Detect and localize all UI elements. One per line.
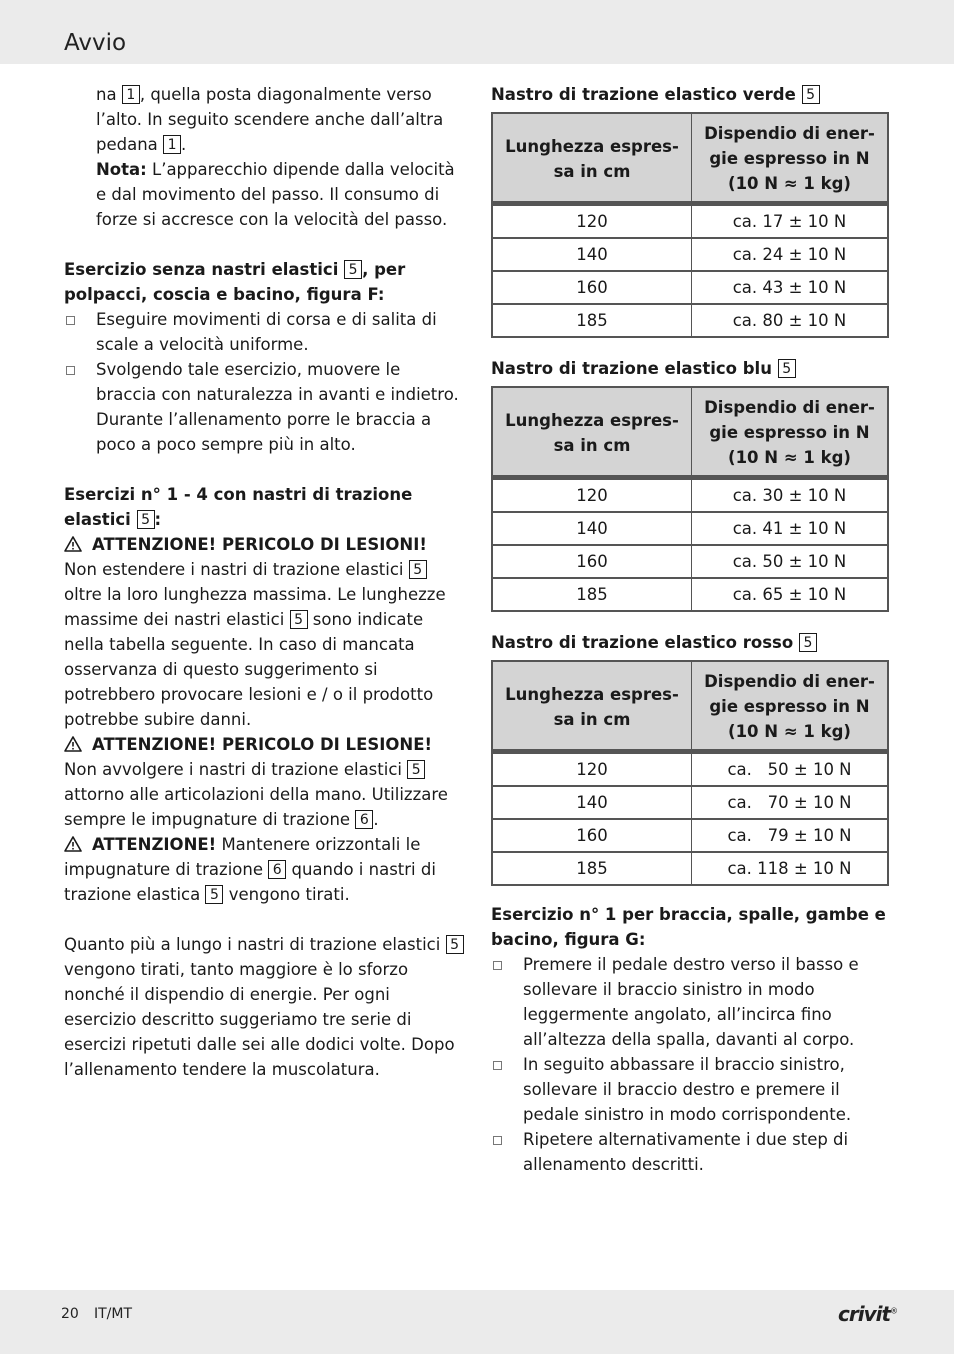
table-row <box>491 272 889 305</box>
section-heading <box>64 482 464 532</box>
ref-box: 5 <box>290 610 308 629</box>
text: In seguito abbassare il braccio sinistro, sollevare il braccio destro e premere il pedale sinistro in modo corrispondente. <box>523 1055 852 1124</box>
section-heading <box>64 257 464 307</box>
table-header-row <box>491 112 889 203</box>
warning-triangle-icon <box>64 736 82 752</box>
text: Esercizi n° 1 - 4 con nastri di trazione elastici <box>64 485 413 529</box>
text: Nastro di trazione elastico verde <box>491 85 802 104</box>
table-header-row <box>491 660 889 751</box>
length-cell: 160 <box>491 820 692 853</box>
column-header: Dispendio di ener-gie espresso in N (10 N ≈ 1 kg) <box>692 660 889 751</box>
energy-cell: ca. 65 ± 10 N <box>692 579 889 612</box>
table-row <box>491 477 889 513</box>
note-paragraph <box>64 157 464 232</box>
warning-title: ATTENZIONE! <box>92 835 217 854</box>
section-heading: Esercizio n° 1 per braccia, spalle, gambe e bacino, figura G: <box>491 905 886 949</box>
warning-text <box>64 757 464 832</box>
length-cell: 160 <box>491 272 692 305</box>
energy-cell: ca. 30 ± 10 N <box>692 477 889 513</box>
text: Eseguire movimenti di corsa e di salita di scale a velocità uniforme. <box>96 310 437 354</box>
table-title <box>491 82 891 107</box>
length-cell: 120 <box>491 203 692 239</box>
warning-triangle-icon <box>64 536 82 552</box>
left-column <box>64 82 464 1082</box>
text: attorno alle articolazioni della mano. Utilizzare sempre le impugnature di trazione <box>64 785 448 829</box>
text: ATTENZIONE! PERICOLO DI LESIONE! <box>92 735 432 754</box>
text: , per polpacci, coscia e bacino, figura F: <box>64 260 406 304</box>
table-row <box>491 853 889 886</box>
column-header: Dispendio di ener-gie espresso in N (10 N ≈ 1 kg) <box>692 386 889 477</box>
brand-logo: crivit® <box>838 1302 898 1326</box>
brand-text: crivit <box>838 1302 891 1326</box>
length-cell: 140 <box>491 239 692 272</box>
ref-box: 1 <box>122 85 140 104</box>
text: na <box>96 85 122 104</box>
list-item <box>491 952 891 1052</box>
ref-box: 5 <box>407 760 425 779</box>
energy-cell: ca. 41 ± 10 N <box>692 513 889 546</box>
list-item <box>64 307 464 357</box>
list-item <box>491 1052 891 1127</box>
warning-title <box>64 532 464 557</box>
length-cell: 185 <box>491 305 692 338</box>
table-row <box>491 239 889 272</box>
language-code: IT/MT <box>94 1306 133 1322</box>
table-row <box>491 579 889 612</box>
ref-box: 5 <box>409 560 427 579</box>
table-row <box>491 787 889 820</box>
text: oltre la loro lunghezza massima. Le lunghezze massime dei nastri elastici <box>64 585 446 629</box>
column-header: Lunghezza espres-sa in cm <box>491 112 692 203</box>
right-column <box>491 82 891 1177</box>
table-title <box>491 630 891 655</box>
band-table-block <box>491 356 891 612</box>
text: : <box>154 510 162 529</box>
bullet-square-icon <box>493 961 502 970</box>
data-table <box>491 112 889 338</box>
bullet-square-icon <box>66 366 75 375</box>
length-cell: 185 <box>491 853 692 886</box>
tables-container <box>491 82 891 886</box>
table-row <box>491 513 889 546</box>
text: , quella posta diagonalmente verso l’alto. In seguito scendere anche dall’altra pedana <box>96 85 444 154</box>
ref-box: 6 <box>268 860 286 879</box>
page-title: Avvio <box>64 30 127 56</box>
length-cell: 140 <box>491 513 692 546</box>
text: Svolgendo tale esercizio, muovere le braccia con naturalezza in avanti e indietro. Durante l’allenamento porre le braccia a poco a poco sempre più in alto. <box>96 360 459 454</box>
energy-cell: ca. 79 ± 10 N <box>692 820 889 853</box>
warning-title <box>64 732 464 757</box>
bullet-square-icon <box>493 1136 502 1145</box>
text: vengono tirati, tanto maggiore è lo sforzo nonché il dispendio di energie. Per ogni esercizio descritto suggeriamo tre serie di esercizi ripetuti dalle sei alle dodici volte. Dopo l’allenamento tendere la muscolatura. <box>64 960 455 1079</box>
energy-cell: ca. 50 ± 10 N <box>692 751 889 787</box>
bullet-square-icon <box>493 1061 502 1070</box>
length-cell: 160 <box>491 546 692 579</box>
closing-paragraph <box>64 932 464 1082</box>
ref-box: 5 <box>778 359 796 378</box>
ref-box: 5 <box>802 85 820 104</box>
list-item <box>64 357 464 457</box>
text: . <box>373 810 379 829</box>
energy-cell: ca. 80 ± 10 N <box>692 305 889 338</box>
energy-cell: ca. 43 ± 10 N <box>692 272 889 305</box>
note-label: Nota: <box>96 160 147 179</box>
ref-box: 5 <box>344 260 362 279</box>
ref-box: 5 <box>446 935 464 954</box>
table-row <box>491 305 889 338</box>
text: Non estendere i nastri di trazione elastici <box>64 560 409 579</box>
length-cell: 120 <box>491 477 692 513</box>
energy-cell: ca. 50 ± 10 N <box>692 546 889 579</box>
list-item <box>491 1127 891 1177</box>
length-cell: 120 <box>491 751 692 787</box>
warning-text <box>64 557 464 732</box>
energy-cell: ca. 24 ± 10 N <box>692 239 889 272</box>
header-bar <box>0 0 954 64</box>
data-table <box>491 386 889 612</box>
band-table-block <box>491 82 891 338</box>
text: vengono tirati. <box>223 885 350 904</box>
text: Esercizio senza nastri elastici <box>64 260 345 279</box>
bullet-square-icon <box>66 316 75 325</box>
text: ATTENZIONE! PERICOLO DI LESIONI! <box>92 535 427 554</box>
text: Premere il pedale destro verso il basso e sollevare il braccio sinistro in modo leggermente angolato, all’incirca fino all’altezza della spalla, davanti al corpo. <box>523 955 859 1049</box>
length-cell: 185 <box>491 579 692 612</box>
text: Nastro di trazione elastico blu <box>491 359 778 378</box>
text: Quanto più a lungo i nastri di trazione elastici <box>64 935 446 954</box>
energy-cell: ca. 17 ± 10 N <box>692 203 889 239</box>
intro-paragraph <box>64 82 464 157</box>
energy-cell: ca. 118 ± 10 N <box>692 853 889 886</box>
warning-triangle-icon <box>64 836 82 852</box>
text: Nastro di trazione elastico rosso <box>491 633 799 652</box>
band-table-block <box>491 630 891 886</box>
ref-box: 1 <box>163 135 181 154</box>
page-number: 20 <box>61 1306 79 1322</box>
energy-cell: ca. 70 ± 10 N <box>692 787 889 820</box>
text: Non avvolgere i nastri di trazione elastici <box>64 760 408 779</box>
data-table <box>491 660 889 886</box>
table-row <box>491 546 889 579</box>
text: . <box>181 135 187 154</box>
table-row <box>491 203 889 239</box>
column-header: Lunghezza espres-sa in cm <box>491 386 692 477</box>
ref-box: 5 <box>137 510 155 529</box>
column-header: Dispendio di ener-gie espresso in N (10 N ≈ 1 kg) <box>692 112 889 203</box>
ref-box: 6 <box>355 810 373 829</box>
warning-text <box>64 832 464 907</box>
length-cell: 140 <box>491 787 692 820</box>
text: quando i nastri di trazione elastica <box>64 860 436 904</box>
note-text: L’apparecchio dipende dalla velocità e dal movimento del passo. Il consumo di forze si accresce con la velocità del passo. <box>96 160 455 229</box>
footer-bar <box>0 1290 954 1354</box>
table-header-row <box>491 386 889 477</box>
table-row <box>491 751 889 787</box>
text: Mantenere orizzontali le impugnature di trazione <box>64 835 421 879</box>
ref-box: 5 <box>799 633 817 652</box>
table-row <box>491 820 889 853</box>
table-title <box>491 356 891 381</box>
column-header: Lunghezza espres-sa in cm <box>491 660 692 751</box>
ref-box: 5 <box>205 885 223 904</box>
text: Ripetere alternativamente i due step di allenamento descritti. <box>523 1130 849 1174</box>
text: sono indicate nella tabella seguente. In caso di mancata osservanza di questo suggerimento si potrebbero provocare lesioni e / o il prodotto potrebbe subire danni. <box>64 610 434 729</box>
